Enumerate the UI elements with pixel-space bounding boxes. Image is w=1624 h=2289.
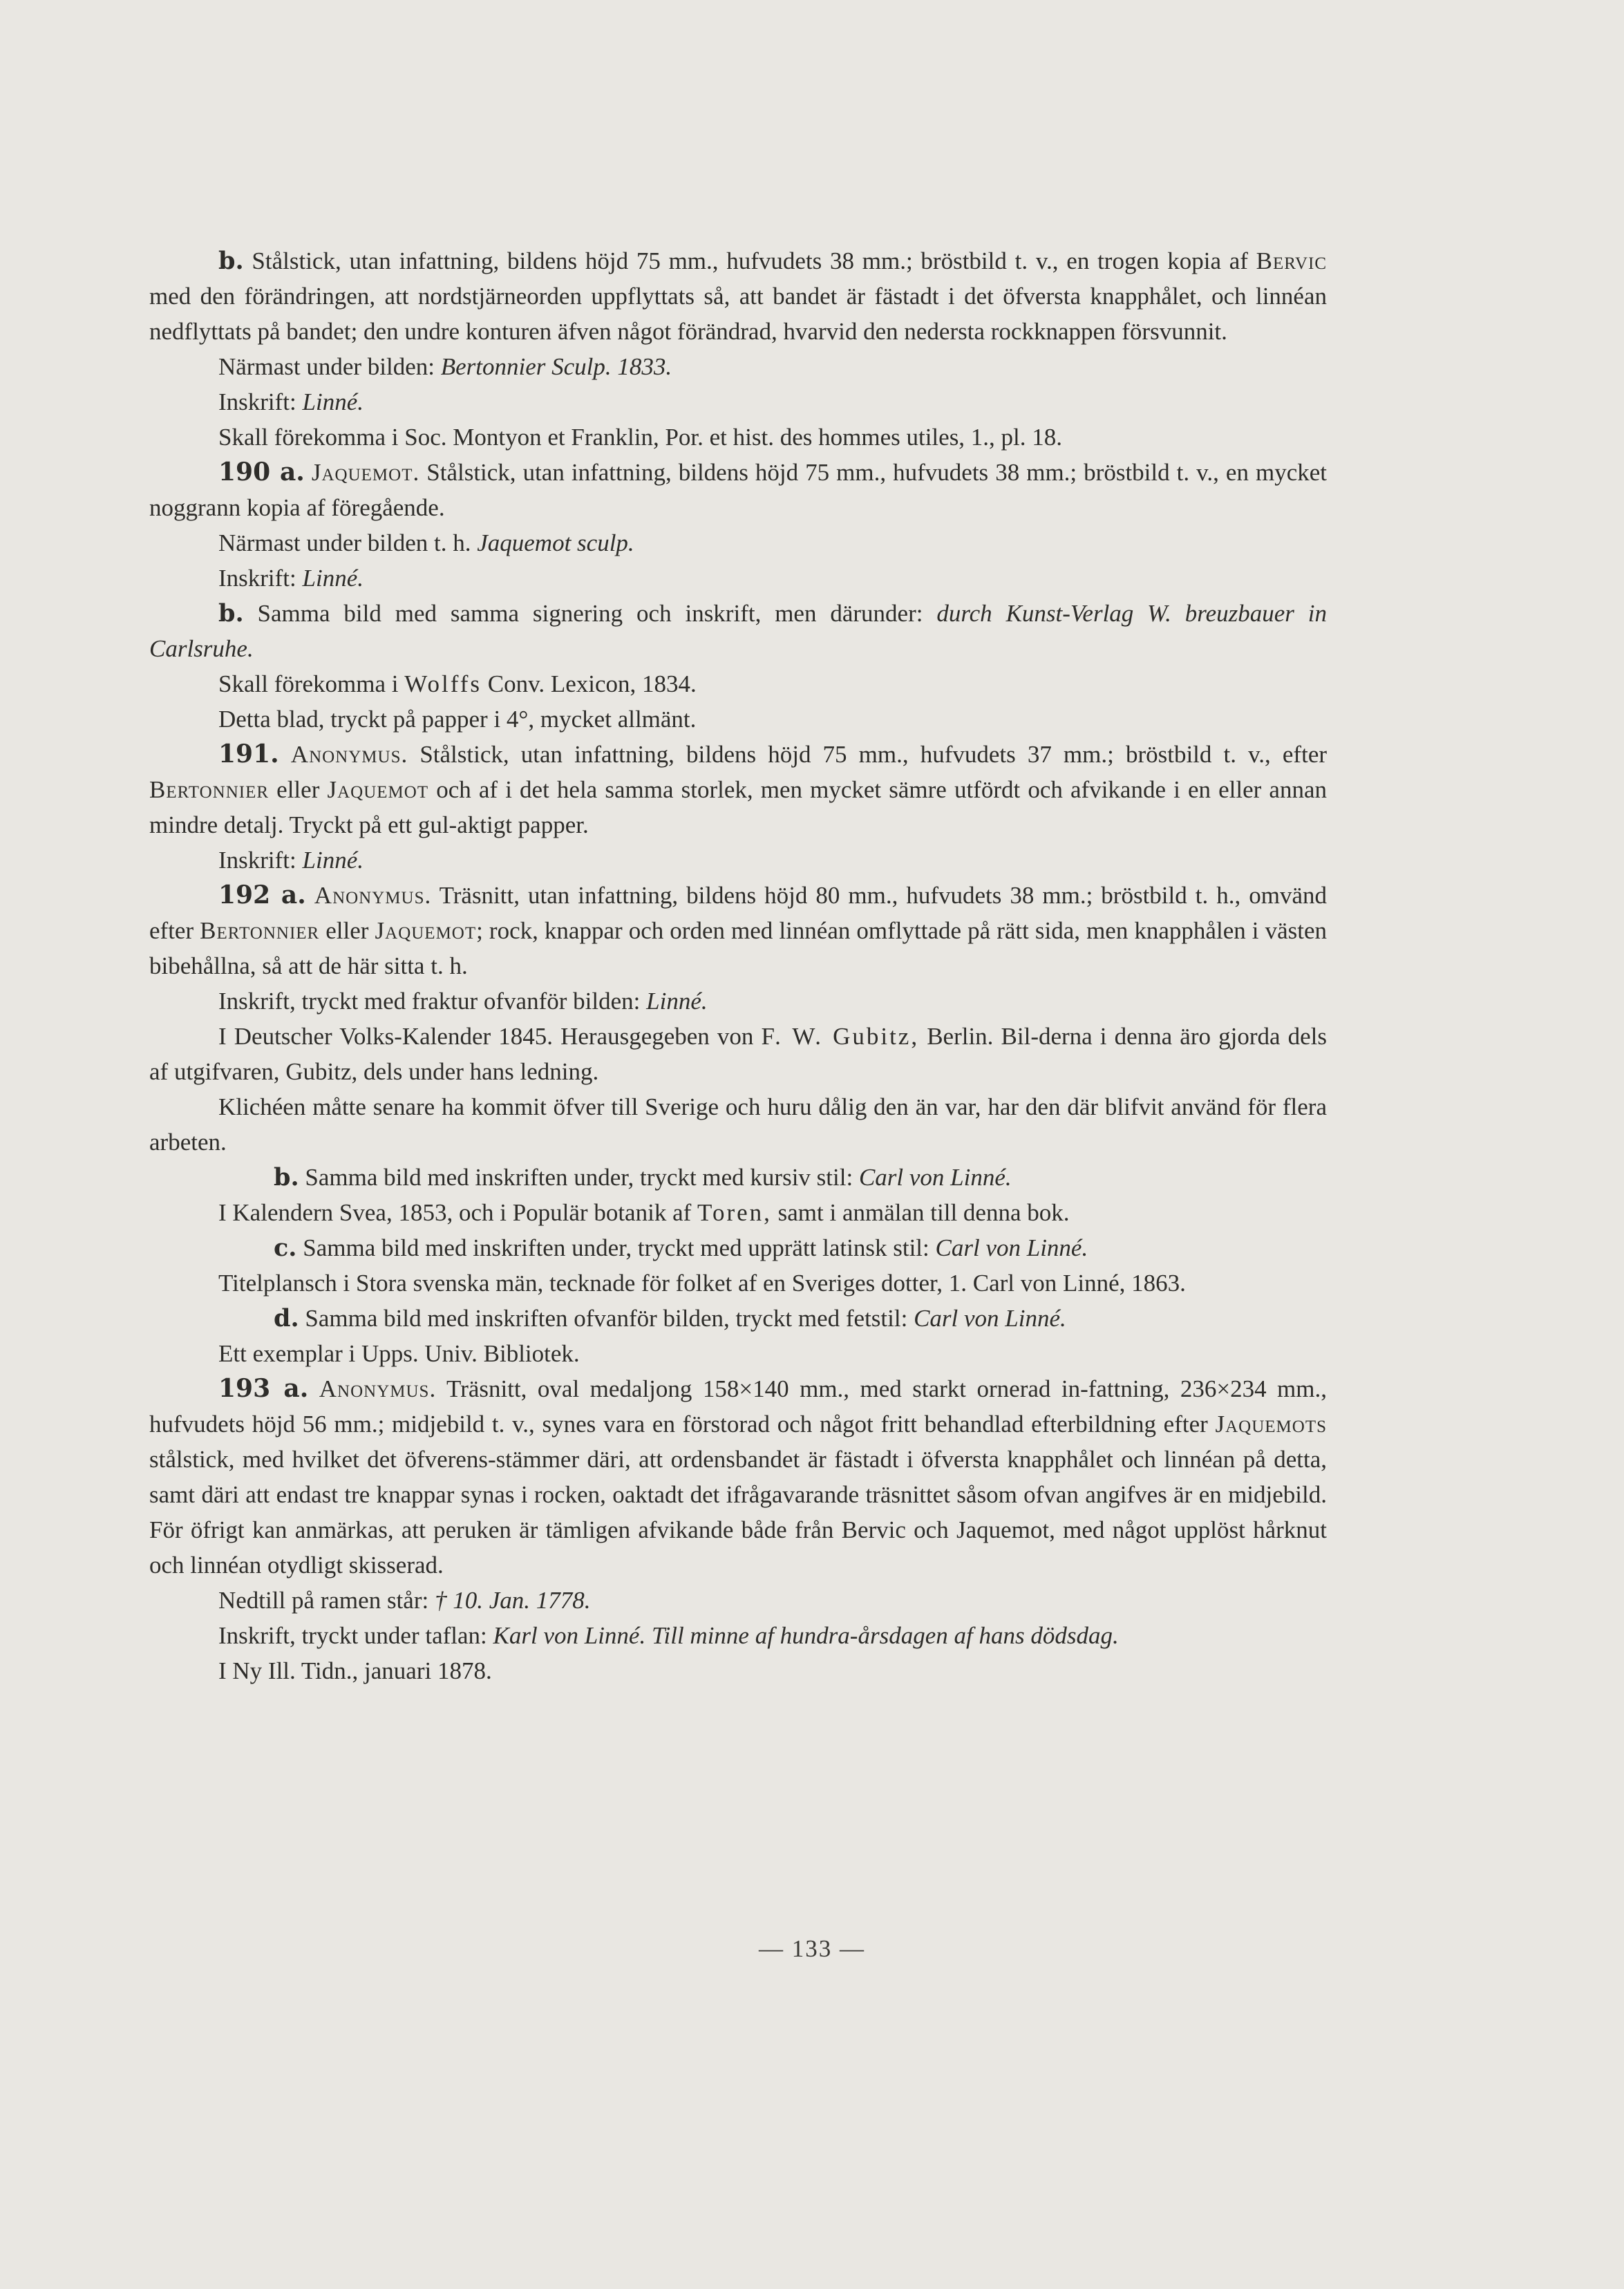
line-under: Närmast under bilden: Bertonnier Sculp. 1833. [218, 353, 672, 380]
engraver-name: Anonymus. [314, 882, 432, 909]
line-inscription: Inskrift, tryckt med fraktur ofvanför bilden: Linné. [218, 988, 708, 1015]
engraver-name: Jaquemot. [311, 459, 420, 486]
line-inscription: Inskrift: Linné. [218, 565, 363, 592]
paragraph-192c: c. Samma bild med inskriften under, tryckt med upprätt latinsk stil: Carl von Linné. [274, 1234, 1088, 1262]
line-under: Närmast under bilden t. h. Jaquemot sculp. [218, 529, 634, 556]
line-klicheen: Klichéen måtte senare ha kommit öfver till Sverige och huru dålig den än var, har den där blifvit använd för flera arbeten. [149, 1093, 1327, 1156]
entry-190: 190 a. Jaquemot. Stålstick, utan infattning, bildens höjd 75 mm., hufvudets 38 mm.; bröstbild t. v., en mycket noggrann kopia af föregående. [149, 458, 1327, 521]
engraver-name: Anonymus. [290, 741, 408, 768]
line-skall: Skall förekomma i Wolffs Conv. Lexicon, 1834. [218, 670, 697, 697]
paragraph-192d: d. Samma bild med inskriften ofvanför bilden, tryckt med fetstil: Carl von Linné. [274, 1304, 1066, 1332]
sub-marker: d. [274, 1304, 299, 1332]
sub-marker: b. [218, 247, 244, 275]
entry-192: 192 a. Anonymus. Träsnitt, utan infattning, bildens höjd 80 mm., hufvudets 38 mm.; bröstbild t. h., omvänd efter Bertonnier eller Jaquemot; rock, knappar och orden med linnéan omflyttade på rätt sida, men knapphålen i västen bibehållna, så att de här sitta t. h. [149, 880, 1327, 979]
entry-193: 193 a. Anonymus. Träsnitt, oval medaljong 158×140 mm., med starkt ornerad in-fattning, 236×234 mm., hufvudets höjd 56 mm.; midjebild t. v., synes vara en förstorad och något fritt behandlad efterbildning efter Jaquemots stålstick, med hvilket det öfverens-stämmer däri, att ordensbandet är fästadt i öfversta knapphålet och linnéan på detta, samt däri att endast tre knappar synas i rocken, oaktadt det ifrågavarande träsnittet såsom ofvan angifves är en midjebild. För öfrigt kan anmärkas, att peruken är tämligen afvikande både från Bervic och Jaquemot, med något upplöst hårknut och linnéan otydligt skisserad. [149, 1374, 1328, 1579]
entry-number: 193 a. [218, 1374, 309, 1403]
engraver-name: Bervic [1256, 247, 1327, 274]
line-kalender-svea: I Kalendern Svea, 1853, och i Populär botanik af Toren, samt i anmälan till denna bok. [218, 1199, 1070, 1226]
engraver-name: Anonymus. [319, 1375, 437, 1402]
line-nyill: I Ny Ill. Tidn., januari 1878. [218, 1657, 492, 1684]
line-titelplansch: Titelplansch i Stora svenska män, tecknade för folket af en Sveriges dotter, 1. Carl von Linné, 1863. [218, 1270, 1186, 1297]
line-inscription: Inskrift: Linné. [218, 388, 363, 415]
line-inscription: Inskrift, tryckt under taflan: Karl von Linné. Till minne af hundra-årsdagen af hans dödsdag. [218, 1622, 1119, 1649]
paragraph-190b: b. Samma bild med samma signering och inskrift, men därunder: durch Kunst-Verlag W. breuzbauer in Carlsruhe. [149, 599, 1327, 662]
paragraph-192b: b. Samma bild med inskriften under, tryckt med kursiv stil: Carl von Linné. [274, 1163, 1012, 1191]
line-kalender: I Deutscher Volks-Kalender 1845. Herausgegeben von F. W. Gubitz, Berlin. Bil-derna i denna äro gjorda dels af utgifvaren, Gubitz, dels under hans ledning. [149, 1023, 1327, 1085]
line-nedtill: Nedtill på ramen står: † 10. Jan. 1778. [218, 1587, 591, 1614]
paragraph-b-bervic: b. Stålstick, utan infattning, bildens höjd 75 mm., hufvudets 38 mm.; bröstbild t. v., en trogen kopia af Bervic med den förändringen, att nordstjärneorden uppflyttats så, att bandet är fästadt i det öfversta knapphålet, och linnéan nedflyttats på bandet; den undre konturen äfven något förändrad, hvarvid den nedersta rockknappen försvunnit. [149, 247, 1327, 345]
entry-number: 190 a. [218, 458, 305, 487]
page-number: — 133 — [759, 1935, 865, 1962]
sub-marker: b. [218, 599, 244, 628]
body-text [149, 243, 1327, 1688]
entry-number: 192 a. [218, 880, 306, 910]
line-skall: Skall förekomma i Soc. Montyon et Franklin, Por. et hist. des hommes utiles, 1., pl. 18. [218, 424, 1063, 451]
sub-marker: b. [274, 1163, 299, 1191]
line-inscription: Inskrift: Linné. [218, 847, 363, 874]
entry-number: 191. [218, 740, 279, 769]
line-exemplar: Ett exemplar i Upps. Univ. Bibliotek. [218, 1340, 580, 1367]
entry-191: 191. Anonymus. Stålstick, utan infattning, bildens höjd 75 mm., hufvudets 37 mm.; bröstbild t. v., efter Bertonnier eller Jaquemot och af i det hela samma storlek, men mycket sämre utfördt och afvikande i en eller annan mindre detalj. Tryckt på ett gul-aktigt papper. [149, 740, 1328, 838]
line-detta: Detta blad, tryckt på papper i 4°, mycket allmänt. [218, 706, 697, 733]
sub-marker: c. [274, 1234, 297, 1262]
